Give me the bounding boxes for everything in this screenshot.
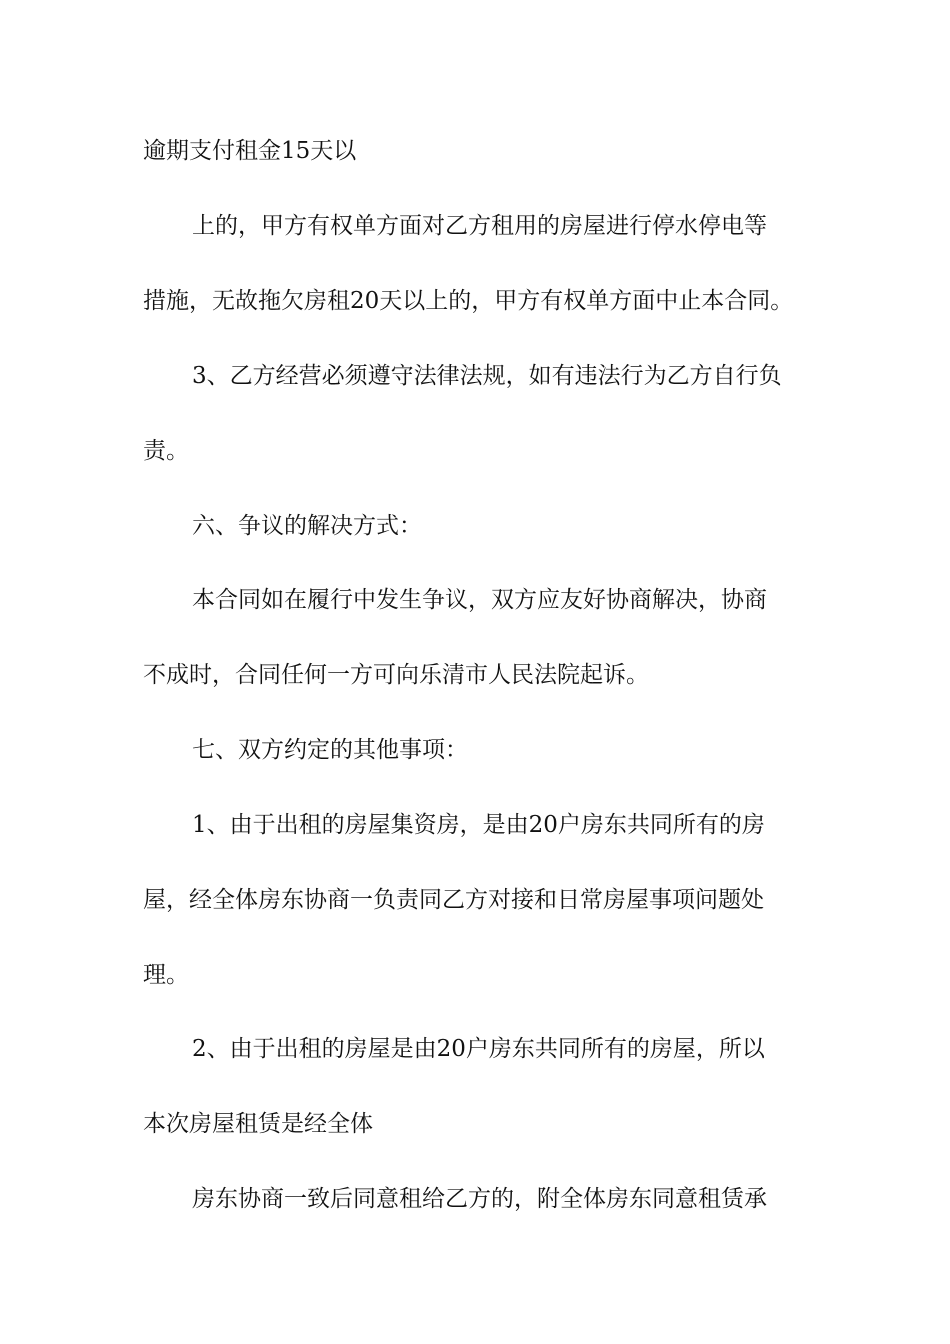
- text-line: 措施，无故拖欠房租20天以上的，甲方有权单方面中止本合同。: [143, 288, 794, 314]
- text-line: 1、由于出租的房屋集资房，是由20户房东共同所有的房: [192, 812, 765, 838]
- text-line: 逾期支付租金15天以: [143, 138, 357, 164]
- text-line: 本次房屋租赁是经全体: [143, 1111, 373, 1137]
- section-heading: 七、双方约定的其他事项：: [192, 737, 468, 763]
- section-heading: 六、争议的解决方式：: [192, 513, 422, 539]
- text-line: 2、由于出租的房屋是由20户房东共同所有的房屋，所以: [192, 1036, 765, 1062]
- text-line: 上的，甲方有权单方面对乙方租用的房屋进行停水停电等: [192, 213, 767, 239]
- text-line: 屋，经全体房东协商一负责同乙方对接和日常房屋事项问题处: [143, 887, 764, 913]
- text-line: 3、乙方经营必须遵守法律法规，如有违法行为乙方自行负: [192, 363, 782, 389]
- text-line: 理。: [143, 962, 189, 988]
- text-line: 本合同如在履行中发生争议，双方应友好协商解决，协商: [192, 587, 767, 613]
- text-line: 责。: [143, 438, 189, 464]
- text-line: 房东协商一致后同意租给乙方的，附全体房东同意租赁承: [192, 1186, 767, 1212]
- text-line: 不成时，合同任何一方可向乐清市人民法院起诉。: [143, 662, 649, 688]
